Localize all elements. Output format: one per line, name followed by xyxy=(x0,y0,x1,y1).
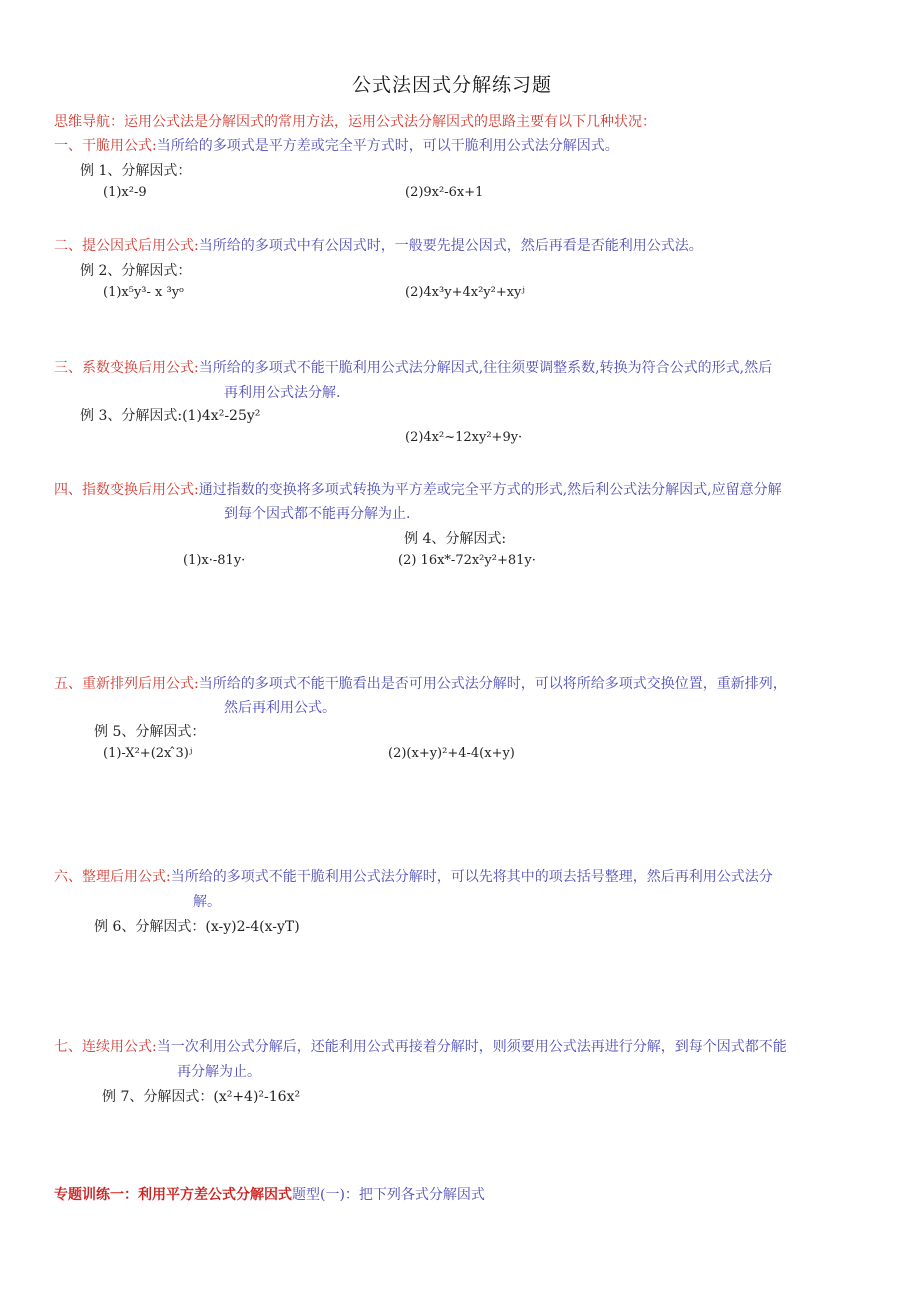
section-heading: 四、指数变换后用公式: xyxy=(54,482,199,498)
section-body: 当所给的多项式是平方差或完全平方式时，可以干脆利用公式法分解因式。 xyxy=(156,138,619,154)
training-heading xyxy=(54,1184,485,1204)
section-3 xyxy=(54,357,772,377)
section-heading: 二、提公因式后用公式: xyxy=(54,238,199,254)
example-label: 例 5、分解因式： xyxy=(94,724,206,740)
training-subtitle: 题型(一)：把下列各式分解因式 xyxy=(292,1187,485,1203)
section-body-cont: 再分解为止。 xyxy=(177,1064,261,1080)
section-heading: 五、重新排列后用公式: xyxy=(54,676,199,692)
problem-2: (2)4x³y+4x²y²+xyʲ xyxy=(405,285,525,300)
section-body-cont: 到每个因式都不能再分解为止. xyxy=(224,506,411,522)
example-label: 例 7、分解因式：(x²+4)²-16x² xyxy=(102,1089,301,1105)
section-body: 当所给的多项式不能干脆利用公式法分解时，可以先将其中的项去括号整理，然后再利用公式法分 xyxy=(170,869,773,885)
section-body: 当所给的多项式不能干脆看出是否可用公式法分解时，可以将所给多项式交换位置，重新排列， xyxy=(198,676,787,692)
section-body-cont: 解。 xyxy=(193,894,221,910)
section-5 xyxy=(54,673,787,693)
problem-2: (2) 16x*-72x²y²+81y· xyxy=(398,553,536,568)
example-label: 例 3、分解因式:(1)4x²-25y² xyxy=(80,408,261,424)
problem-1: (1)-X²+(2x ̂3)ʲ xyxy=(103,746,193,761)
example-label: 例 2、分解因式： xyxy=(80,263,192,279)
section-7 xyxy=(54,1036,787,1056)
problem-1: (1)x·-81y· xyxy=(183,553,246,568)
section-6 xyxy=(54,866,773,886)
problem-2: (2)4x²~12xy²+9y· xyxy=(405,430,523,445)
section-body: 当一次利用公式分解后，还能利用公式再接着分解时，则须要用公式法再进行分解，到每个因式都不能 xyxy=(156,1039,787,1055)
section-1 xyxy=(54,135,619,155)
example-label: 例 1、分解因式： xyxy=(80,163,192,179)
section-heading: 六、整理后用公式: xyxy=(54,869,171,885)
section-body: 当所给的多项式不能干脆利用公式法分解因式,往往须要调整系数,转换为符合公式的形式,然后 xyxy=(198,360,773,376)
problem-2: (2)9x²-6x+1 xyxy=(405,185,484,200)
problem-1: (1)x²-9 xyxy=(103,185,147,200)
section-body: 通过指数的变换将多项式转换为平方差或完全平方式的形式,然后利公式法分解因式,应留意分解 xyxy=(198,482,782,498)
section-heading: 一、干脆用公式: xyxy=(54,138,157,154)
problem-2: (2)(x+y)²+4-4(x+y) xyxy=(388,746,515,761)
section-heading: 七、连续用公式: xyxy=(54,1039,157,1055)
section-heading: 三、系数变换后用公式: xyxy=(54,360,199,376)
example-label: 例 6、分解因式：(x-y)2-4(x-yT) xyxy=(94,919,300,935)
intro-text: 思维导航：运用公式法是分解因式的常用方法，运用公式法分解因式的思路主要有以下几种状况： xyxy=(54,114,656,130)
section-body-cont: 再利用公式法分解. xyxy=(224,385,341,401)
section-4 xyxy=(54,479,782,499)
section-body-cont: 然后再利用公式。 xyxy=(224,700,336,716)
example-label: 例 4、分解因式: xyxy=(404,531,507,547)
problem-1: (1)x⁵y³- x ³yᵒ xyxy=(103,285,185,300)
section-2 xyxy=(54,235,703,255)
training-title: 专题训练一：利用平方差公式分解因式 xyxy=(54,1187,292,1203)
section-body: 当所给的多项式中有公因式时，一般要先提公因式，然后再看是否能利用公式法。 xyxy=(198,238,703,254)
page-title: 公式法因式分解练习题 xyxy=(352,74,553,96)
